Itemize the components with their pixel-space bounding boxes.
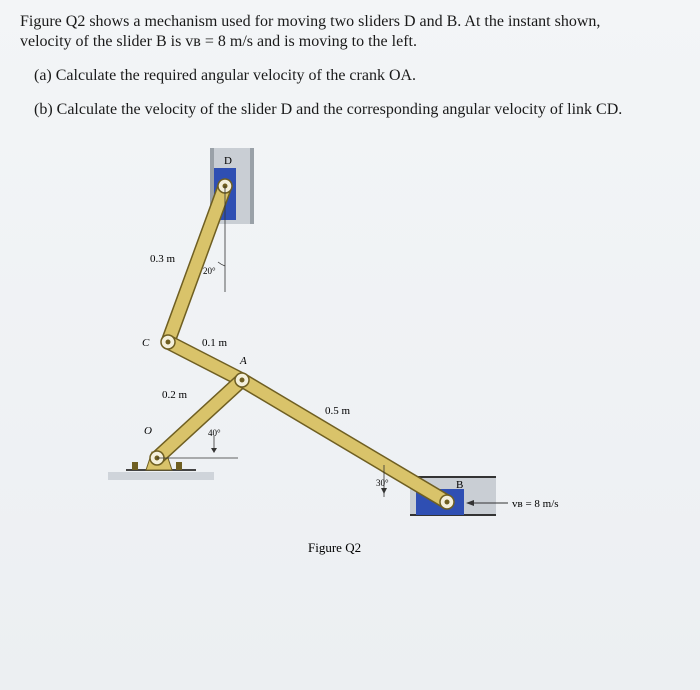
- length-ca-label: 0.1 m: [202, 337, 228, 349]
- length-oa-label: 0.2 m: [162, 389, 188, 401]
- ground-o-block-left: [132, 462, 138, 470]
- slider-d-guide-wall-right: [250, 148, 254, 224]
- figure-caption: Figure Q2: [308, 540, 362, 555]
- angle-arrow-oa: [211, 448, 217, 453]
- length-ab-label: 0.5 m: [325, 405, 351, 417]
- ground-o: [108, 472, 214, 480]
- mechanism-diagram: [100, 140, 600, 570]
- slider-d-label: D: [224, 155, 232, 167]
- pin-a-center: [240, 378, 245, 383]
- link-ab: [242, 380, 447, 502]
- pivot-c-label: C: [142, 337, 150, 349]
- angle-arrow-ab: [381, 488, 387, 494]
- angle-ab-label: 30°: [376, 478, 389, 488]
- problem-intro-line-2: velocity of the slider B is vʙ = 8 m/s and is moving to the left.: [20, 33, 417, 50]
- pivot-o-label: O: [144, 425, 152, 437]
- pin-b-center: [445, 500, 450, 505]
- slider-b-label: B: [456, 479, 464, 491]
- problem-statement: [20, 12, 680, 120]
- angle-cd-label: 20°: [203, 266, 216, 276]
- question-part-a: (a) Calculate the required angular velocity of the crank OA.: [34, 67, 417, 84]
- angle-arc-cd: [218, 262, 225, 266]
- mechanism-figure: [100, 140, 600, 575]
- problem-intro-line-1: Figure Q2 shows a mechanism used for moving two sliders D and B. At the instant shown,: [20, 13, 601, 30]
- pin-c-center: [166, 340, 171, 345]
- length-cd-label: 0.3 m: [150, 253, 176, 265]
- angle-oa-label: 40°: [208, 428, 221, 438]
- link-cd: [168, 186, 225, 342]
- pivot-a-label: A: [240, 355, 247, 367]
- velocity-b-label: vʙ = 8 m/s: [512, 498, 559, 510]
- question-part-b: (b) Calculate the velocity of the slider D and the corresponding angular velocity of link CD.: [34, 101, 623, 118]
- ground-o-block-right: [176, 462, 182, 470]
